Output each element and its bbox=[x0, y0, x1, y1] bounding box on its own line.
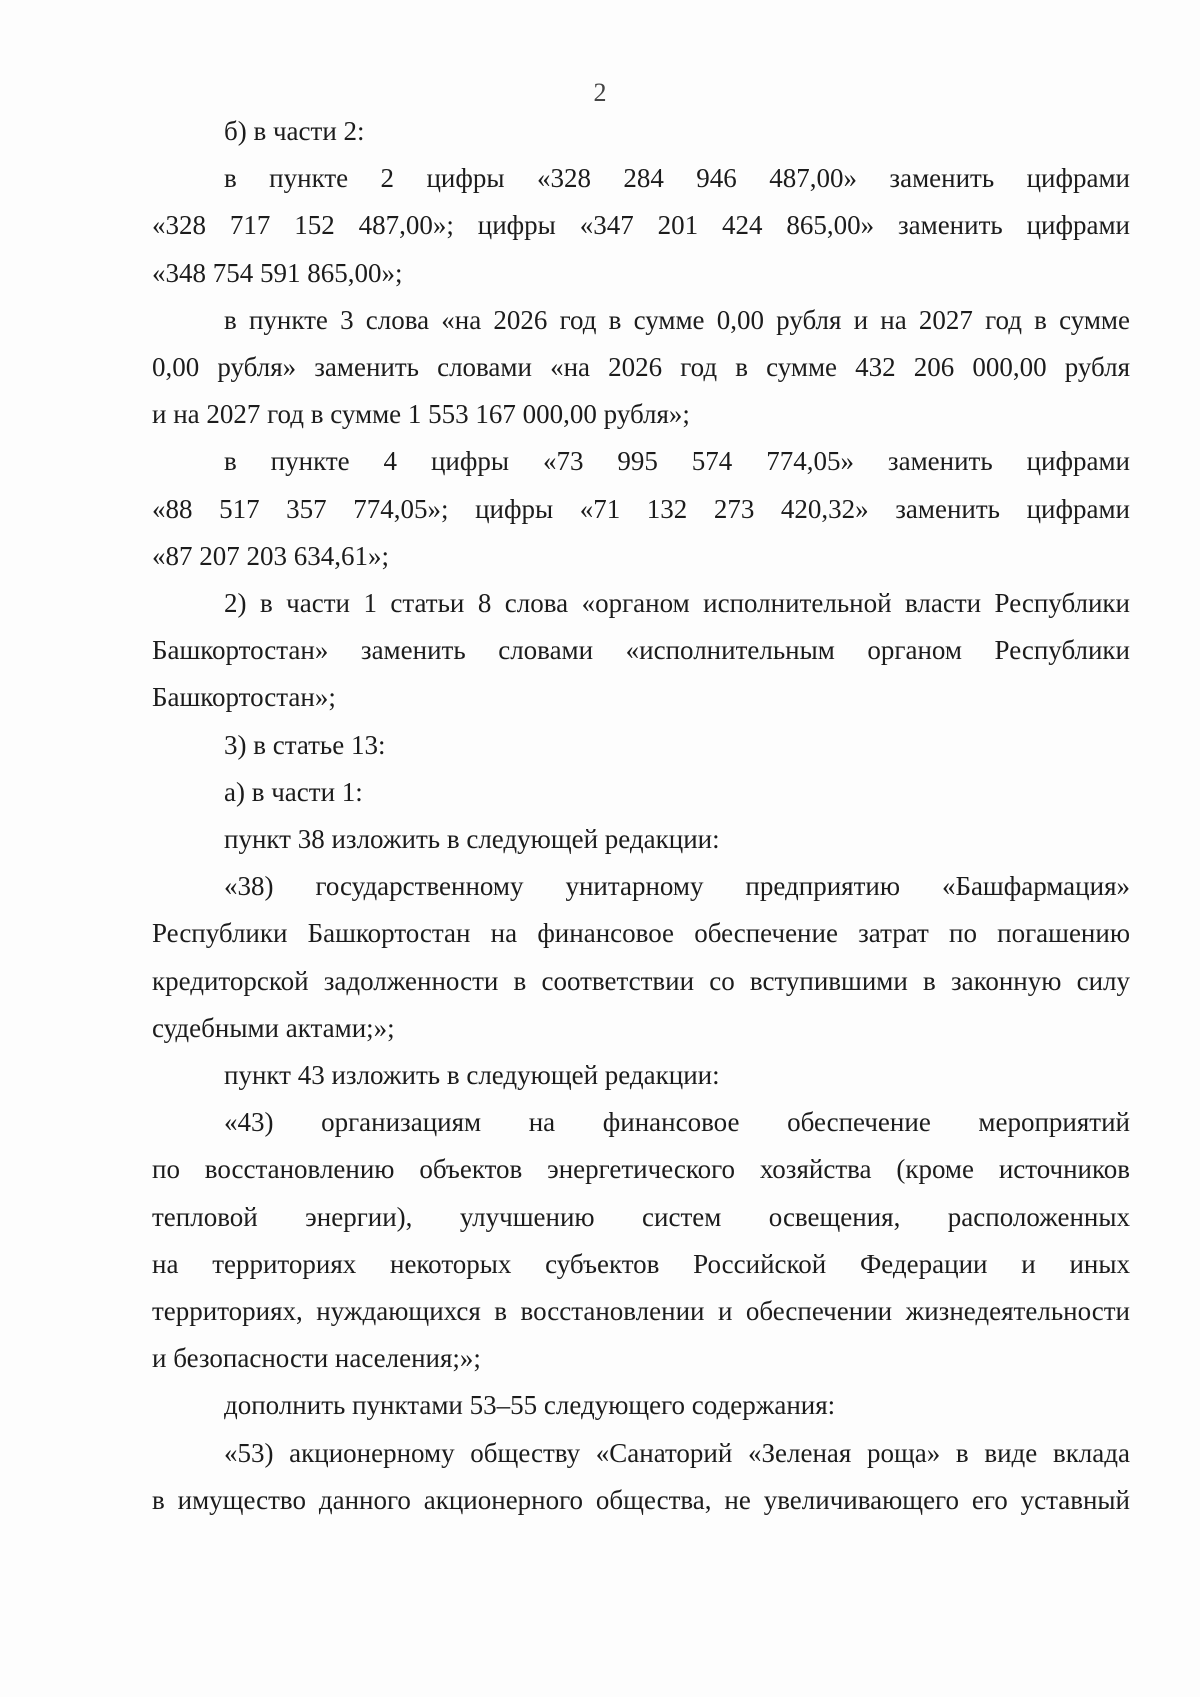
document-body bbox=[152, 108, 1130, 1524]
text-line: тепловой энергии), улучшению систем освещения, расположенных bbox=[152, 1201, 1130, 1232]
text-line: Башкортостан» заменить словами «исполнительным органом Республики bbox=[152, 635, 1130, 666]
text-line: кредиторской задолженности в соответствии со вступившими в законную силу bbox=[152, 965, 1130, 996]
text-line: «328 717 152 487,00»; цифры «347 201 424 865,00» заменить цифрами bbox=[152, 210, 1130, 241]
text-line: по восстановлению объектов энергетического хозяйства (кроме источников bbox=[152, 1154, 1130, 1185]
text-line: 2) в части 1 статьи 8 слова «органом исполнительной власти Республики bbox=[224, 588, 1130, 619]
paragraph-article-8 bbox=[152, 580, 1130, 722]
paragraph-point-53 bbox=[152, 1430, 1130, 1524]
paragraph-point-3 bbox=[152, 297, 1130, 439]
text-line: на территориях некоторых субъектов Российской Федерации и иных bbox=[152, 1248, 1130, 1279]
paragraph-b-part-2: б) в части 2: bbox=[224, 116, 365, 146]
text-line: «43) организациям на финансовое обеспечение мероприятий bbox=[224, 1107, 1130, 1138]
text-line: территориях, нуждающихся в восстановлении и обеспечении жизнедеятельности bbox=[152, 1296, 1130, 1327]
text-line: в пункте 2 цифры «328 284 946 487,00» заменить цифрами bbox=[224, 163, 1130, 194]
paragraph-part-1: а) в части 1: bbox=[224, 776, 363, 807]
text-line: «87 207 203 634,61»; bbox=[152, 540, 390, 571]
text-line: в пункте 3 слова «на 2026 год в сумме 0,00 рубля и на 2027 год в сумме bbox=[224, 304, 1130, 335]
page-number: 2 bbox=[593, 78, 607, 107]
text-line: в имущество данного акционерного общества, не увеличивающего его уставный bbox=[152, 1484, 1130, 1515]
paragraph-points-53-55-intro: дополнить пунктами 53–55 следующего содержания: bbox=[224, 1390, 836, 1421]
text-line: 0,00 рубля» заменить словами «на 2026 год в сумме 432 206 000,00 рубля bbox=[152, 352, 1130, 383]
text-line: «88 517 357 774,05»; цифры «71 132 273 420,32» заменить цифрами bbox=[152, 493, 1130, 524]
paragraph-point-4 bbox=[152, 438, 1130, 580]
paragraph-point-2 bbox=[152, 155, 1130, 297]
text-line: Республики Башкортостан на финансовое обеспечение затрат по погашению bbox=[152, 918, 1130, 949]
paragraph-article-13: 3) в статье 13: bbox=[224, 729, 386, 760]
paragraph-point-38 bbox=[152, 863, 1130, 1052]
text-line: и на 2027 год в сумме 1 553 167 000,00 рубля»; bbox=[152, 399, 690, 430]
text-line: в пункте 4 цифры «73 995 574 774,05» заменить цифрами bbox=[224, 446, 1130, 477]
text-line: «348 754 591 865,00»; bbox=[152, 257, 403, 288]
paragraph-point-38-intro: пункт 38 изложить в следующей редакции: bbox=[224, 824, 720, 855]
text-line: «38) государственному унитарному предприятию «Башфармация» bbox=[224, 871, 1130, 902]
text-line: судебными актами;»; bbox=[152, 1012, 395, 1043]
text-line: Башкортостан»; bbox=[152, 682, 336, 713]
paragraph-point-43-intro: пункт 43 изложить в следующей редакции: bbox=[224, 1060, 720, 1091]
text-line: и безопасности населения;»; bbox=[152, 1343, 481, 1374]
text-line: «53) акционерному обществу «Санаторий «Зеленая роща» в виде вклада bbox=[224, 1437, 1130, 1468]
paragraph-point-43 bbox=[152, 1099, 1130, 1382]
